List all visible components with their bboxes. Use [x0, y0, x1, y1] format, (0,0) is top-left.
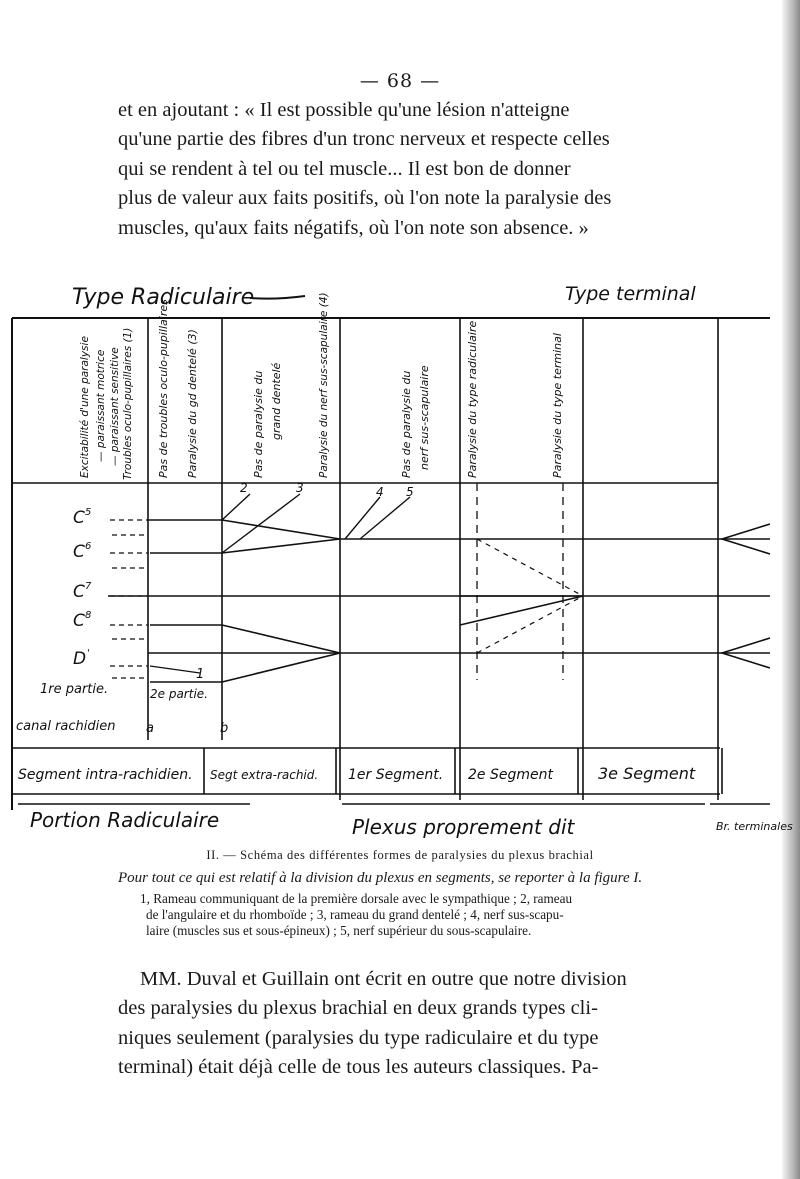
column-label: Paralysie du type radiculaire — [466, 320, 479, 478]
text-line: niques seulement (paralysies du type radiculaire et du type — [118, 1026, 599, 1049]
point-b: b — [220, 721, 229, 736]
legend-line: de l'angulaire et du rhomboïde ; 3, rameau du grand dentelé ; 4, nerf sus-scapu- — [146, 907, 564, 922]
root-superscript: 8 — [85, 610, 92, 621]
branch-number: 2 — [240, 481, 248, 495]
legend-line: 1, Rameau communiquant de la première dorsale avec le sympathique ; 2, rameau — [140, 891, 573, 906]
segment-label: 2e Segment — [468, 767, 553, 783]
root-letter: C — [73, 611, 85, 631]
column-label: nerf sus-scapulaire — [418, 365, 431, 470]
column-label: — paraissant sensitive — [109, 347, 121, 466]
text-line: des paralysies du plexus brachial en deux grands types cli- — [118, 997, 598, 1020]
text-line: MM. Duval et Guillain ont écrit en outre que notre division — [140, 968, 627, 990]
portion-radiculaire-label: Portion Radiculaire — [30, 808, 220, 832]
type-radiculaire-label: Type Radiculaire — [72, 285, 255, 310]
point-a: a — [146, 721, 154, 736]
root-letter: D — [73, 649, 87, 669]
column-label: Paralysie du nerf sus-scapulaire (4) — [318, 292, 330, 478]
segment-label: 3e Segment — [598, 764, 696, 783]
column-label: — paraissant motrice — [95, 349, 107, 462]
segment-label: 1er Segment. — [348, 767, 444, 783]
figure-caption-subtitle: Pour tout ce qui est relatif à la division du plexus en segments, se reporter à la figure I. — [118, 870, 643, 886]
figure-legend — [140, 891, 710, 939]
partie-1-label: 1re partie. — [40, 682, 109, 697]
text-line: et en ajoutant : « Il est possible qu'une lésion n'atteigne — [118, 99, 570, 121]
column-label: Pas de troubles oculo-pupillaires — [157, 299, 170, 478]
branch-number: 4 — [376, 485, 384, 499]
branch-number: 1 — [196, 667, 205, 682]
partie-2-label: 2e partie. — [150, 687, 208, 701]
branch-number: 3 — [296, 481, 304, 495]
legend-line: laire (muscles sus et sous-épineux) ; 5, nerf supérieur du sous-scapulaire. — [146, 923, 532, 938]
root-letter: C — [73, 508, 85, 528]
column-label: Paralysie du gd dentelé (3) — [186, 329, 199, 478]
br-terminales-label: Br. terminales — [716, 820, 793, 833]
canal-label: canal rachidien — [16, 719, 116, 734]
column-label: Pas de paralysie du — [252, 370, 265, 478]
root-superscript: ' — [87, 648, 90, 659]
root-superscript: 7 — [85, 581, 92, 592]
text-line: qui se rendent à tel ou tel muscle... Il est bon de donner — [118, 157, 571, 180]
segment-label: Segt extra-rachid. — [210, 768, 319, 782]
segment-label: Segment intra-rachidien. — [18, 767, 193, 783]
paragraph-top — [118, 96, 702, 243]
root-letter: C — [73, 542, 85, 562]
column-label: Paralysie du type terminal — [551, 333, 564, 478]
column-label: Pas de paralysie du — [400, 370, 413, 478]
text-line: qu'une partie des fibres d'un tronc nerveux et respecte celles — [118, 128, 610, 151]
paragraph-bottom — [118, 965, 702, 1083]
column-label: Excitabilité d'une paralysie — [79, 336, 91, 478]
branch-number: 5 — [406, 485, 414, 499]
figure-caption-title: II. — Schéma des différentes formes de paralysies du plexus brachial — [206, 848, 594, 862]
column-label: Troubles oculo-pupillaires (1) — [122, 327, 134, 480]
root-superscript: 5 — [85, 507, 92, 518]
text-line: plus de valeur aux faits positifs, où l'on note la paralysie des — [118, 187, 612, 210]
column-label: grand dentelé — [270, 362, 283, 440]
root-superscript: 6 — [85, 541, 92, 552]
text-line: terminal) était déjà celle de tous les auteurs classiques. Pa- — [118, 1056, 599, 1079]
text-line: muscles, qu'aux faits négatifs, où l'on note son absence. » — [118, 216, 589, 239]
page-number: — 68 — — [359, 70, 441, 92]
type-terminal-label: Type terminal — [565, 283, 696, 305]
plexus-proprement-dit-label: Plexus proprement dit — [352, 815, 575, 839]
root-letter: C — [73, 582, 85, 602]
